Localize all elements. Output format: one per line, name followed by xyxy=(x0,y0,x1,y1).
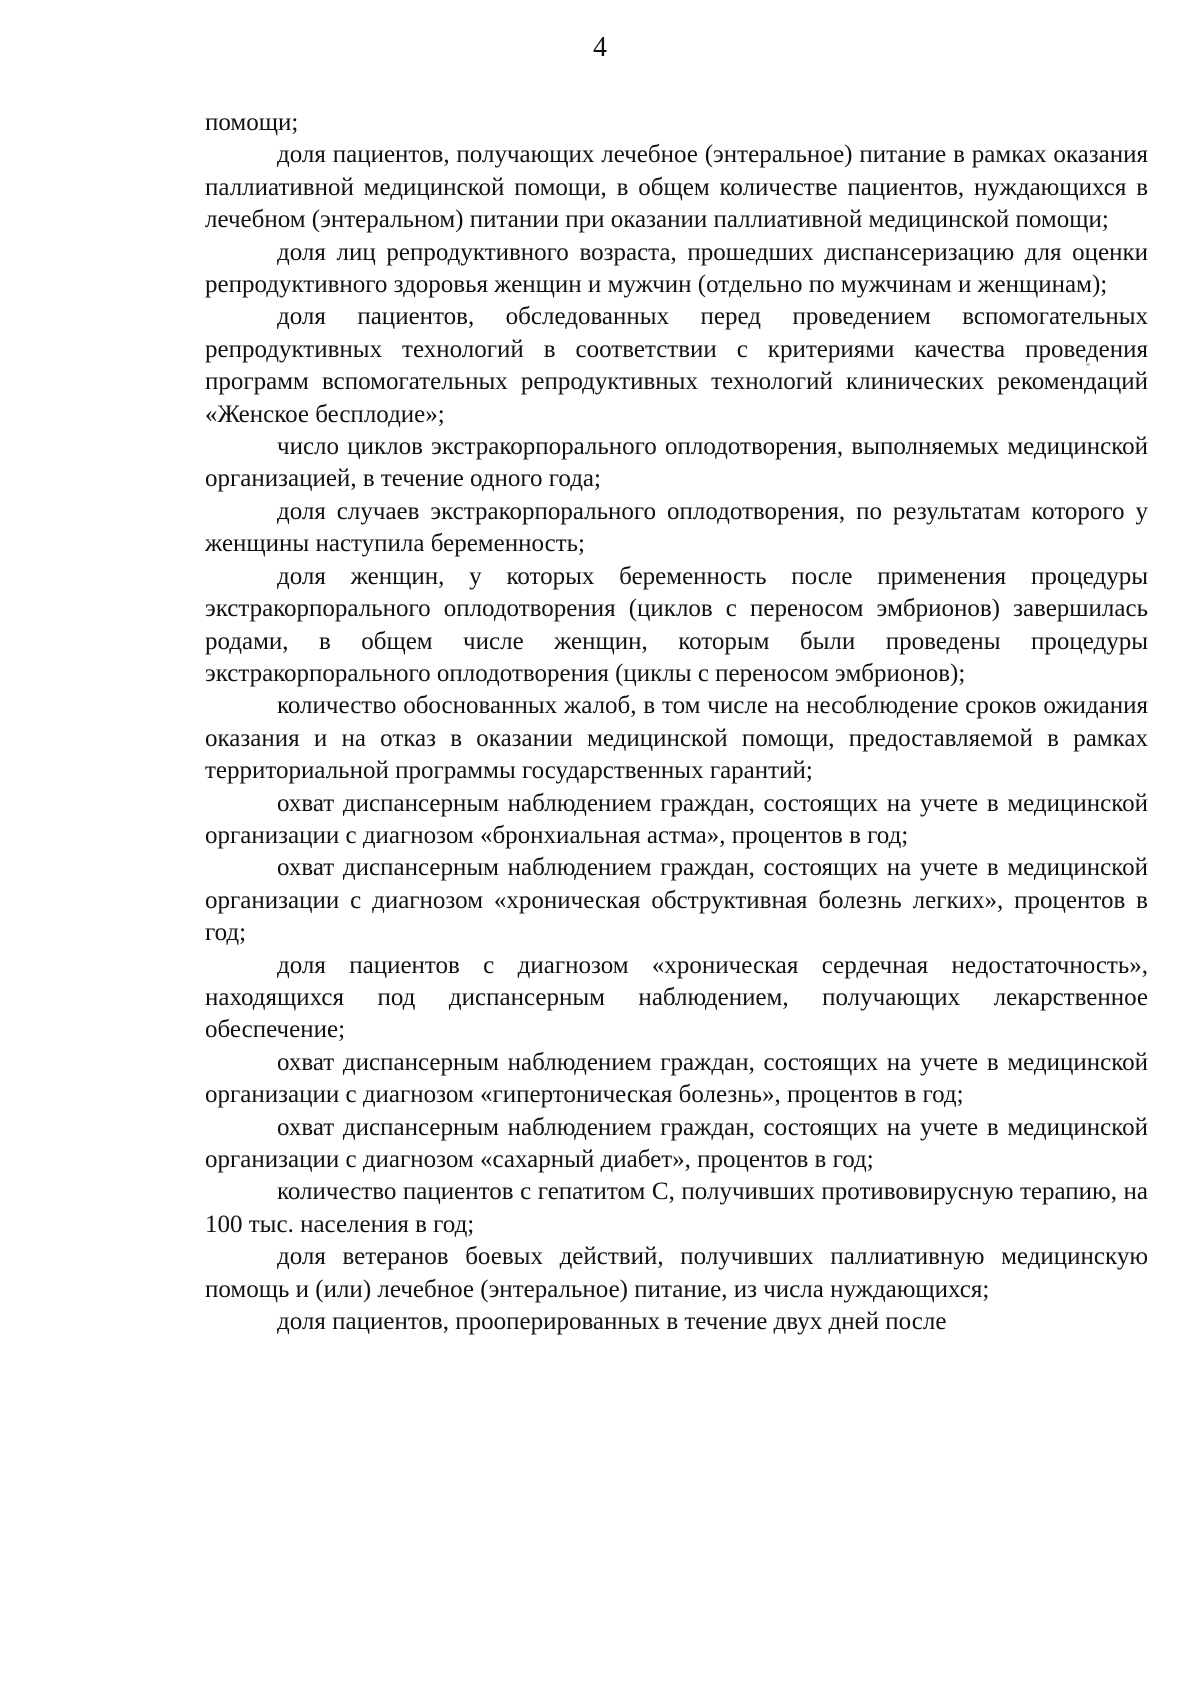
paragraph: охват диспансерным наблюдением граждан, состоящих на учете в медицинской организации с диагнозом «сахарный диабет», процентов в год; xyxy=(205,1113,1148,1173)
paragraph: доля случаев экстракорпорального оплодотворения, по результатам которого у женщины наступила беременность; xyxy=(205,497,1148,558)
paragraph: число циклов экстракорпорального оплодотворения, выполняемых медицинской организацией, в течение одного года; xyxy=(205,433,1148,493)
scan-artifact xyxy=(1086,363,1090,366)
paragraph: доля ветеранов боевых действий, получивших паллиативную медицинскую помощь и (или) лечебное (энтеральное) питание, из числа нуждающихся; xyxy=(205,1243,1148,1303)
document-body xyxy=(205,107,1148,1338)
paragraph: охват диспансерным наблюдением граждан, состоящих на учете в медицинской организации с диагнозом «хроническая обструктивная болезнь легких», процентов в год; xyxy=(205,854,1148,947)
paragraph: охват диспансерным наблюдением граждан, состоящих на учете в медицинской организации с диагнозом «бронхиальная астма», процентов в год; xyxy=(205,789,1148,849)
paragraph: доля лиц репродуктивного возраста, прошедших диспансеризацию для оценки репродуктивного здоровья женщин и мужчин (отдельно по мужчинам и женщинам); xyxy=(205,238,1148,299)
paragraph: количество обоснованных жалоб, в том числе на несоблюдение сроков ожидания оказания и на отказ в оказании медицинской помощи, предоставляемой в рамках территориальной программы государственных гарантий; xyxy=(205,692,1148,785)
paragraph: охват диспансерным наблюдением граждан, состоящих на учете в медицинской организации с диагнозом «гипертоническая болезнь», процентов в год; xyxy=(205,1048,1148,1109)
paragraph: доля женщин, у которых беременность после применения процедуры экстракорпорального оплодотворения (циклов с переносом эмбрионов) завершилась родами, в общем числе женщин, которым были проведены процедуры экстракорпорального оплодотворения (циклы с переносом эмбрионов); xyxy=(205,562,1148,687)
paragraph: доля пациентов, получающих лечебное (энтеральное) питание в рамках оказания паллиативной медицинской помощи, в общем количестве пациентов, нуждающихся в лечебном (энтеральном) питании при оказании паллиативной медицинской помощи; xyxy=(205,141,1148,234)
paragraph: доля пациентов с диагнозом «хроническая сердечная недостаточность», находящихся под диспансерным наблюдением, получающих лекарственное обеспечение; xyxy=(205,951,1148,1044)
paragraph: количество пациентов с гепатитом С, получивших противовирусную терапию, на 100 тыс. населения в год; xyxy=(205,1178,1148,1238)
paragraph: доля пациентов, обследованных перед проведением вспомогательных репродуктивных технологий в соответствии с критериями качества проведения программ вспомогательных репродуктивных технологий клинических рекомендаций «Женское бесплодие»; xyxy=(205,303,1148,428)
page-number: 4 xyxy=(593,32,607,63)
paragraph: помощи; xyxy=(205,109,299,136)
paragraph: доля пациентов, прооперированных в течение двух дней после xyxy=(277,1308,947,1336)
